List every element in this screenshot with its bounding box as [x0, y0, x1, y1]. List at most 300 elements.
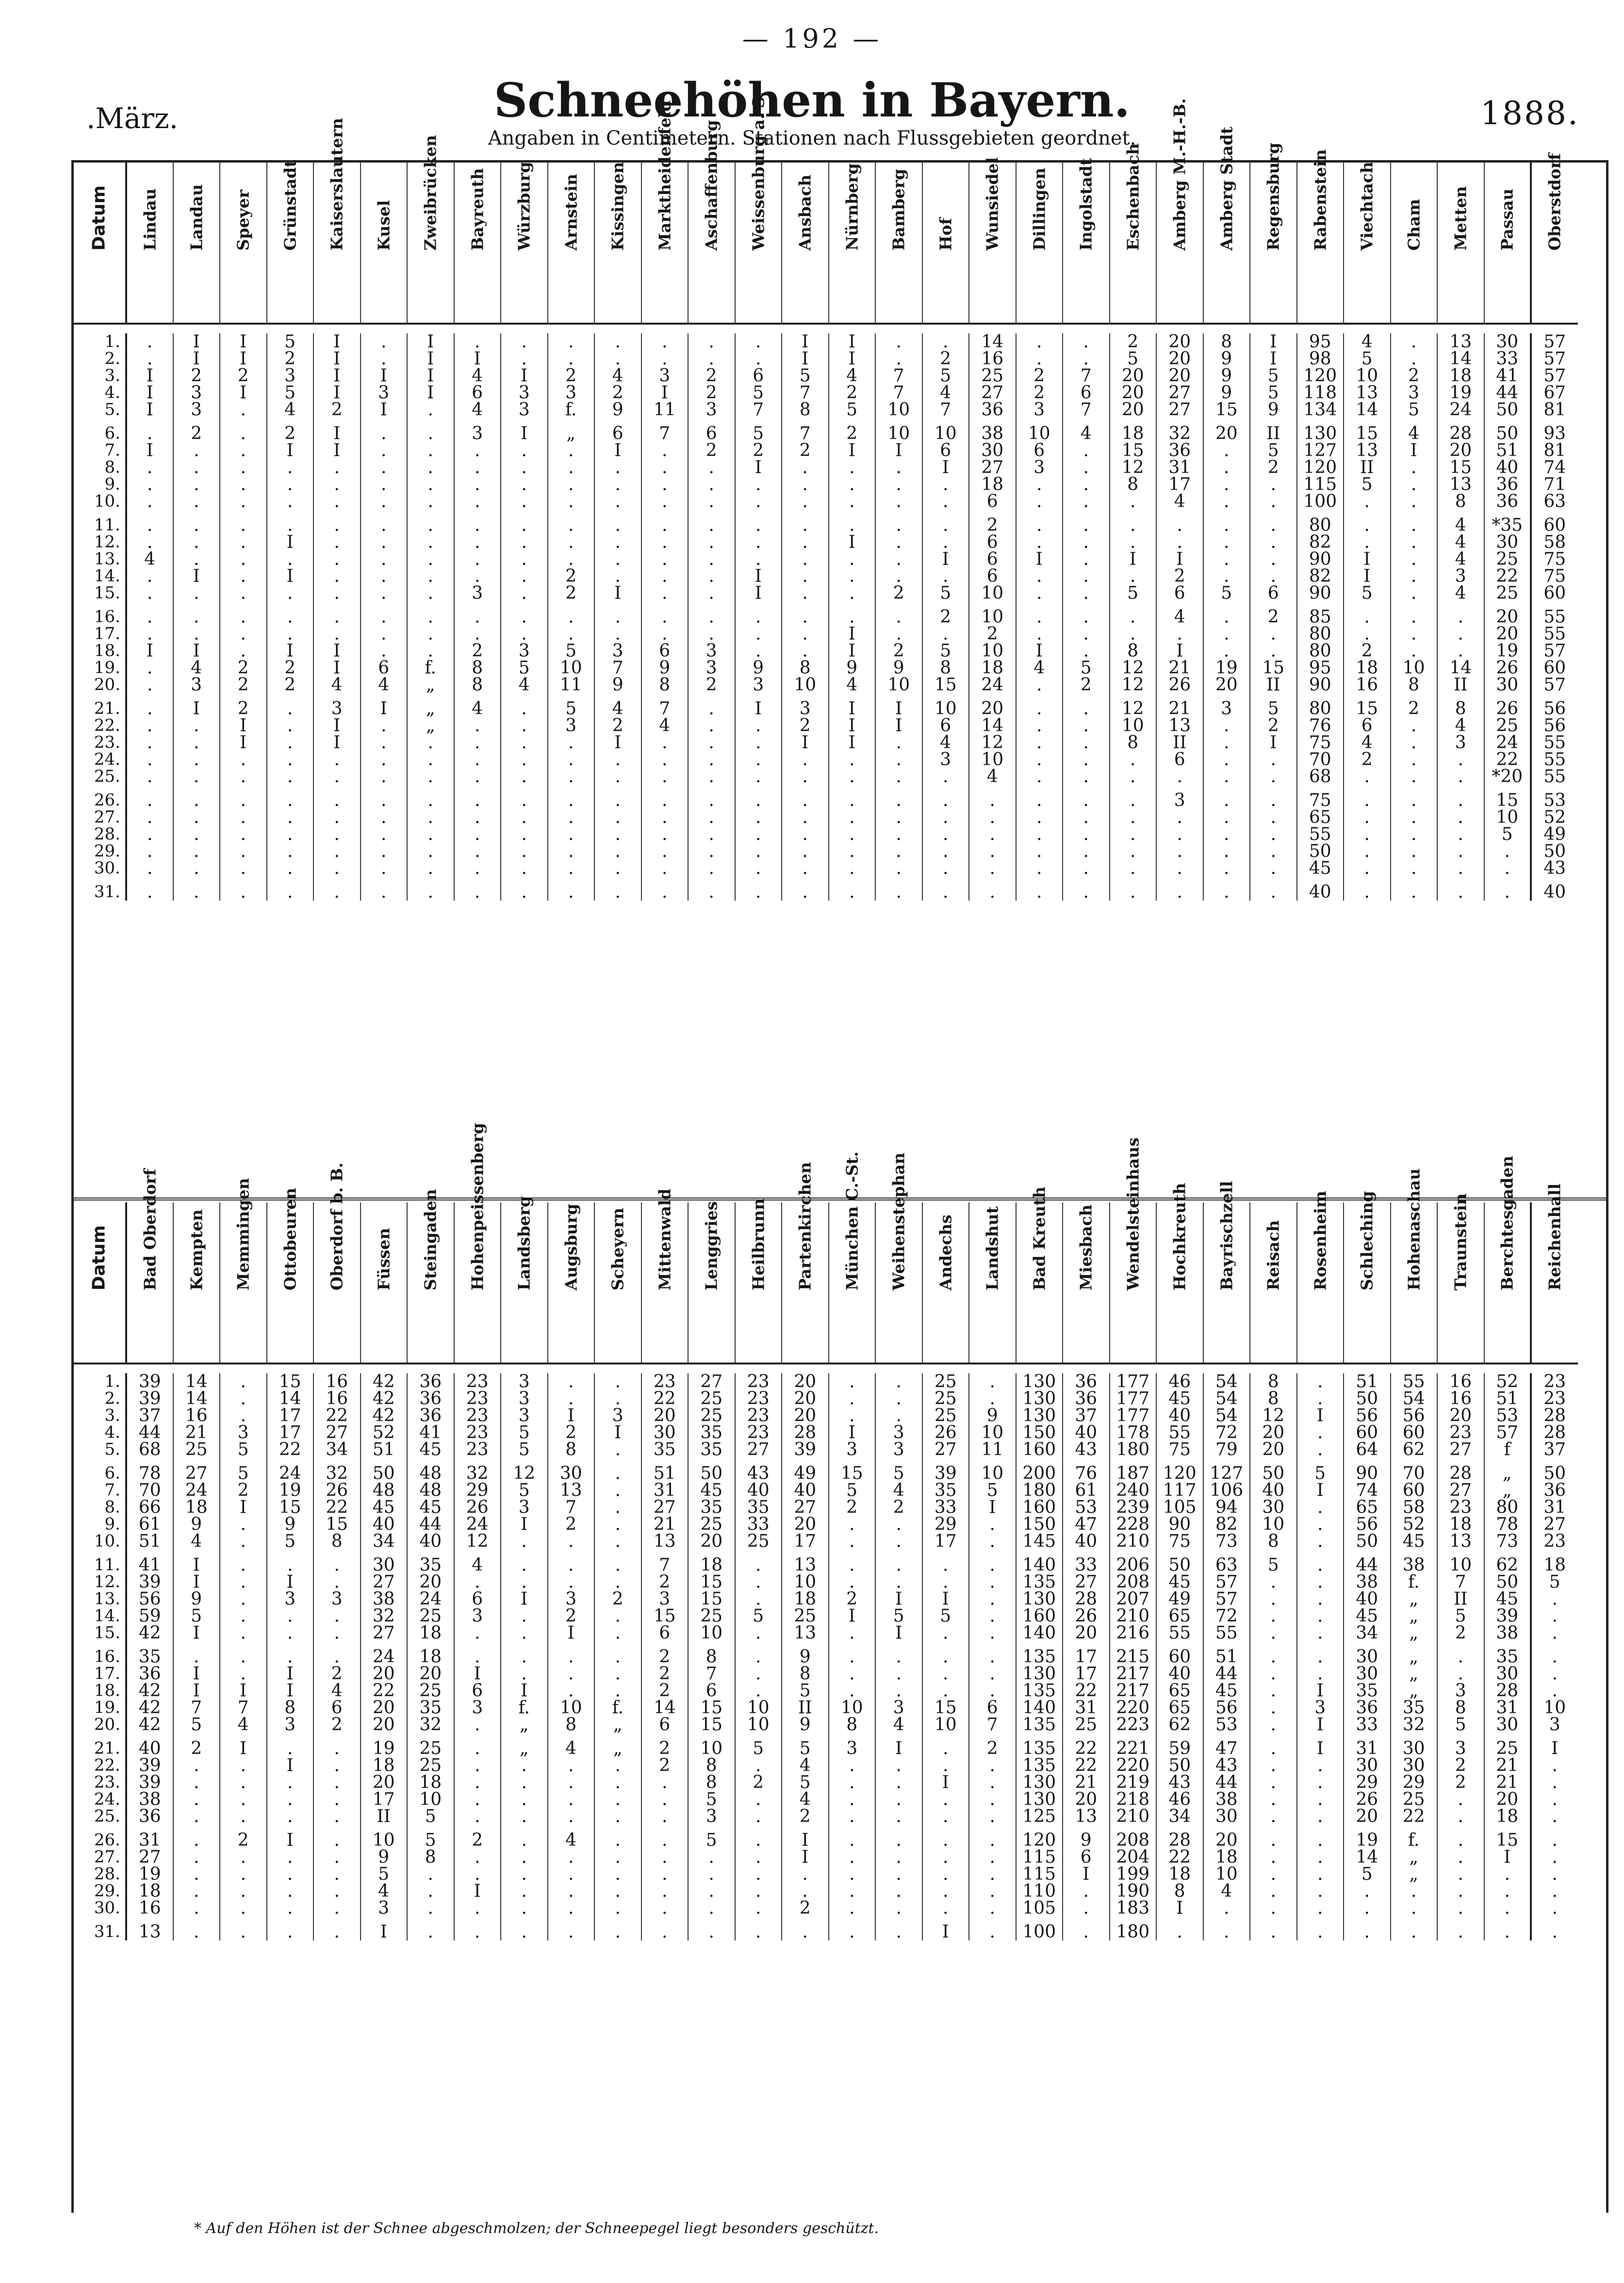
snow-depth-cell: . — [548, 442, 595, 459]
snow-depth-cell: . — [688, 1849, 735, 1866]
snow-depth-cell: . — [875, 1917, 922, 1940]
snow-depth-cell: . — [1110, 602, 1157, 625]
snow-depth-cell: . — [782, 585, 829, 602]
snow-depth-cell: . — [454, 751, 501, 768]
snow-depth-cell: 4 — [454, 401, 501, 418]
snow-depth-cell: 30 — [1484, 676, 1531, 693]
snow-depth-cell: 16 — [126, 1900, 173, 1917]
snow-depth-cell: . — [1203, 860, 1250, 877]
snow-depth-cell: . — [1391, 476, 1438, 493]
snow-depth-cell: . — [126, 768, 173, 785]
snow-depth-cell: 8 — [922, 659, 969, 676]
snow-depth-cell: . — [1016, 625, 1063, 642]
snow-depth-cell: . — [361, 510, 408, 534]
snow-depth-cell: 22 — [267, 1441, 314, 1458]
snow-depth-cell: . — [594, 510, 641, 534]
snow-depth-cell: . — [548, 476, 595, 493]
snow-depth-cell: 49 — [782, 1458, 829, 1482]
snow-depth-cell: 3 — [313, 1591, 361, 1608]
snow-depth-cell: 2 — [782, 442, 829, 459]
snow-depth-cell: 5 — [1250, 1550, 1297, 1574]
snow-depth-cell: 5 — [1063, 659, 1110, 676]
snow-depth-cell: . — [688, 768, 735, 785]
snow-depth-cell: . — [1344, 1883, 1391, 1900]
snow-depth-cell: 6 — [313, 1699, 361, 1716]
date-cell: 8. — [104, 458, 120, 477]
snow-depth-cell: . — [454, 551, 501, 568]
snow-depth-cell: „ — [501, 1733, 548, 1757]
snow-depth-cell: 6 — [641, 1716, 689, 1733]
snow-depth-cell: 2 — [267, 418, 314, 442]
snow-depth-cell: 26 — [1063, 1608, 1110, 1625]
snow-depth-cell: 210 — [1110, 1533, 1157, 1550]
snow-depth-cell: . — [1437, 602, 1484, 625]
snow-depth-cell: 207 — [1110, 1591, 1157, 1608]
snow-depth-cell: . — [1016, 676, 1063, 693]
snow-depth-cell: I — [1250, 333, 1297, 350]
snow-depth-cell: . — [454, 1642, 501, 1665]
snow-depth-cell: . — [735, 642, 782, 659]
snow-depth-cell: 10 — [548, 1699, 595, 1716]
station-header — [267, 1187, 314, 1363]
date-cell: 15. — [94, 1623, 120, 1642]
snow-depth-cell: 5 — [922, 642, 969, 659]
snow-depth-cell: 4 — [594, 367, 641, 384]
snow-depth-cell: 4 — [1437, 585, 1484, 602]
snow-depth-cell: 20 — [1063, 1625, 1110, 1642]
station-name: Augsburg — [561, 1203, 581, 1290]
snow-depth-cell: I — [126, 384, 173, 401]
snow-depth-cell: 9 — [594, 401, 641, 418]
snow-depth-cell: 5 — [735, 1733, 782, 1757]
snow-depth-cell: . — [1063, 585, 1110, 602]
date-cell: 17. — [94, 1664, 120, 1683]
snow-depth-cell: . — [1110, 534, 1157, 551]
snow-depth-cell: . — [267, 510, 314, 534]
snow-depth-cell: 180 — [1016, 1482, 1063, 1499]
snow-depth-cell: . — [922, 785, 969, 809]
snow-depth-cell: . — [407, 476, 454, 493]
snow-depth-cell: . — [969, 1550, 1016, 1574]
snow-depth-cell: 70 — [1297, 751, 1344, 768]
snow-depth-cell: 44 — [407, 1516, 454, 1533]
snow-depth-cell: 26 — [922, 1424, 969, 1441]
snow-depth-cell: 4 — [548, 1825, 595, 1849]
snow-depth-cell: 73 — [1484, 1533, 1531, 1550]
snow-depth-cell: . — [220, 1390, 267, 1407]
snow-depth-cell: I — [1250, 350, 1297, 367]
station-name: Rosenheim — [1311, 1190, 1330, 1290]
snow-depth-cell: 18 — [1156, 1866, 1203, 1883]
date-cell: 10. — [94, 492, 120, 511]
snow-depth-cell: . — [641, 1849, 689, 1866]
snow-depth-cell: „ — [1484, 1482, 1531, 1499]
snow-depth-cell: . — [313, 1608, 361, 1625]
snow-depth-cell: . — [454, 1774, 501, 1791]
snow-depth-cell: 20 — [688, 1533, 735, 1550]
snow-depth-cell: „ — [407, 676, 454, 693]
snow-depth-cell: . — [267, 493, 314, 510]
snow-depth-cell: . — [1437, 768, 1484, 785]
snow-depth-cell: 9 — [1063, 1825, 1110, 1849]
snow-depth-cell: 76 — [1297, 717, 1344, 734]
snow-depth-cell: . — [688, 625, 735, 642]
snow-depth-cell: . — [782, 625, 829, 642]
snow-depth-cell: 9 — [173, 1591, 220, 1608]
snow-depth-cell: 134 — [1297, 401, 1344, 418]
snow-depth-cell: 2 — [1437, 1757, 1484, 1774]
snow-depth-cell: . — [735, 534, 782, 551]
snow-depth-cell: 8 — [1437, 1699, 1484, 1716]
station-name: Wunsiedel — [983, 157, 1002, 250]
snow-depth-cell: . — [1437, 1825, 1484, 1849]
snow-depth-cell: 15 — [1344, 693, 1391, 717]
snow-depth-cell: 26 — [1156, 676, 1203, 693]
snow-depth-cell: 2 — [173, 1733, 220, 1757]
station-header — [1250, 142, 1297, 324]
snow-depth-cell: „ — [407, 717, 454, 734]
snow-depth-cell: 65 — [1344, 1499, 1391, 1516]
snow-depth-cell: 199 — [1110, 1866, 1157, 1883]
snow-depth-cell: . — [361, 860, 408, 877]
snow-depth-cell: 36 — [1484, 493, 1531, 510]
snow-depth-cell: . — [1250, 768, 1297, 785]
snow-depth-cell: . — [501, 1917, 548, 1940]
snow-depth-cell: . — [454, 1733, 501, 1757]
snow-depth-cell: 4 — [922, 384, 969, 401]
snow-depth-cell: . — [361, 642, 408, 659]
station-header — [1437, 1193, 1484, 1363]
date-cell: 22. — [94, 716, 120, 735]
snow-depth-cell: . — [267, 826, 314, 843]
snow-depth-cell: . — [969, 1682, 1016, 1699]
snow-depth-cell: 204 — [1110, 1849, 1157, 1866]
snow-depth-cell: 5 — [688, 1791, 735, 1808]
snow-depth-cell: 8 — [454, 659, 501, 676]
snow-depth-cell: 48 — [407, 1482, 454, 1499]
table-row — [73, 1900, 1578, 1917]
snow-depth-cell: 12 — [454, 1533, 501, 1550]
snow-depth-cell: 2 — [220, 1482, 267, 1499]
snow-depth-cell: . — [173, 843, 220, 860]
snow-depth-cell: 20 — [1110, 384, 1157, 401]
snow-depth-cell: 24 — [407, 1591, 454, 1608]
snow-depth-cell: 80 — [1484, 1499, 1531, 1516]
snow-depth-cell: 40 — [1250, 1482, 1297, 1499]
snow-depth-cell: 12 — [1110, 459, 1157, 476]
snow-depth-cell: 3 — [548, 1591, 595, 1608]
snow-depth-cell: 120 — [1016, 1825, 1063, 1849]
snow-depth-cell: . — [361, 768, 408, 785]
snow-depth-cell: . — [875, 1390, 922, 1407]
snow-depth-cell: „ — [1391, 1665, 1438, 1682]
snow-depth-cell: . — [875, 476, 922, 493]
snow-depth-cell: 18 — [782, 1591, 829, 1608]
snow-depth-cell: 6 — [922, 717, 969, 734]
station-name: Weissenburg a. S. — [749, 91, 768, 250]
snow-depth-cell: 5 — [782, 1682, 829, 1699]
snow-depth-cell: . — [267, 1733, 314, 1757]
snow-depth-cell: . — [1531, 1608, 1578, 1625]
snow-depth-cell: II — [1437, 676, 1484, 693]
snow-depth-cell: 26 — [1484, 659, 1531, 676]
snow-depth-cell: . — [548, 1373, 595, 1390]
snow-depth-cell: . — [267, 1917, 314, 1940]
snow-depth-cell: I — [267, 642, 314, 659]
station-name: Wendelsteinhaus — [1123, 1137, 1143, 1290]
snow-depth-cell: . — [1391, 826, 1438, 843]
date-cell: 26. — [94, 1830, 120, 1850]
snow-depth-cell: . — [829, 860, 876, 877]
snow-depth-cell: 5 — [922, 1608, 969, 1625]
snow-depth-cell: 177 — [1110, 1373, 1157, 1390]
snow-depth-cell: . — [969, 1533, 1016, 1550]
snow-depth-cell: . — [969, 1917, 1016, 1940]
snow-depth-cell: 34 — [1344, 1625, 1391, 1642]
station-header — [1063, 158, 1110, 324]
snow-depth-cell: 45 — [1297, 860, 1344, 877]
snow-depth-cell: 35 — [407, 1550, 454, 1574]
date-cell: 2. — [104, 1389, 120, 1408]
station-header — [641, 1188, 689, 1363]
snow-depth-cell: . — [782, 551, 829, 568]
snow-depth-cell: 15 — [829, 1458, 876, 1482]
date-cell: 7. — [104, 1480, 120, 1500]
snow-depth-cell: 3 — [922, 751, 969, 768]
snow-depth-cell: 57 — [1531, 676, 1578, 693]
snow-depth-cell: . — [594, 568, 641, 585]
snow-depth-cell: . — [922, 1825, 969, 1849]
snow-depth-cell: 8 — [829, 1716, 876, 1733]
snow-depth-cell: . — [1297, 1791, 1344, 1808]
snow-depth-cell: 2 — [875, 1499, 922, 1516]
snow-depth-cell: 2 — [454, 1825, 501, 1849]
date-cell: 12. — [94, 1572, 120, 1592]
snow-depth-cell: 12 — [1250, 1407, 1297, 1424]
snow-depth-cell: 3 — [1016, 401, 1063, 418]
snow-depth-cell: 62 — [1391, 1441, 1438, 1458]
snow-depth-cell: . — [220, 459, 267, 476]
snow-depth-cell: 17 — [267, 1407, 314, 1424]
snow-depth-cell: . — [782, 476, 829, 493]
snow-depth-cell: I — [875, 442, 922, 459]
snow-depth-cell: . — [220, 442, 267, 459]
snow-depth-cell: 25 — [688, 1407, 735, 1424]
snow-depth-cell: 45 — [688, 1482, 735, 1499]
snow-depth-cell: . — [1063, 1917, 1110, 1940]
table-row — [73, 1516, 1578, 1533]
snow-depth-cell: 10 — [1110, 717, 1157, 734]
snow-depth-cell: . — [407, 1883, 454, 1900]
snow-depth-cell: . — [735, 1665, 782, 1682]
snow-depth-cell: 21 — [173, 1424, 220, 1441]
snow-depth-cell: . — [501, 1883, 548, 1900]
snow-depth-cell: . — [173, 534, 220, 551]
snow-depth-cell: 59 — [1156, 1733, 1203, 1757]
snow-depth-cell: . — [220, 809, 267, 826]
snow-depth-cell: . — [641, 860, 689, 877]
snow-depth-cell: 4 — [1344, 734, 1391, 751]
snow-depth-cell: 5 — [267, 333, 314, 350]
snow-depth-cell: 25 — [1063, 1716, 1110, 1733]
snow-depth-cell: . — [1297, 1574, 1344, 1591]
snow-depth-cell: 4 — [782, 1791, 829, 1808]
snow-depth-cell: 10 — [782, 1574, 829, 1591]
snow-depth-cell: . — [875, 1774, 922, 1791]
snow-depth-cell: 90 — [1156, 1516, 1203, 1533]
snow-depth-cell: . — [548, 1574, 595, 1591]
snow-depth-cell: . — [454, 809, 501, 826]
snow-depth-cell: 3 — [641, 1591, 689, 1608]
snow-depth-cell: . — [1344, 602, 1391, 625]
snow-depth-cell: 115 — [1016, 1866, 1063, 1883]
snow-depth-cell: . — [875, 809, 922, 826]
table-row — [73, 418, 1578, 442]
snow-depth-cell: . — [548, 1849, 595, 1866]
date-cell: 27. — [94, 807, 120, 827]
snow-depth-cell: 3 — [1437, 568, 1484, 585]
snow-depth-cell: . — [969, 785, 1016, 809]
snow-depth-cell: . — [829, 1516, 876, 1533]
snow-depth-cell: . — [1063, 568, 1110, 585]
snow-depth-cell: I — [1391, 442, 1438, 459]
snow-depth-cell: 49 — [1531, 826, 1578, 843]
date-cell: 3. — [104, 1406, 120, 1425]
snow-depth-cell: . — [1250, 1900, 1297, 1917]
snow-depth-cell: 25 — [1484, 585, 1531, 602]
date-cell: 19. — [94, 658, 120, 677]
snow-depth-cell: 5 — [501, 1482, 548, 1499]
snow-depth-cell: 24 — [969, 676, 1016, 693]
snow-depth-cell: . — [969, 877, 1016, 901]
date-label: Datum — [89, 185, 109, 250]
station-name: Bad Kreuth — [1030, 1186, 1049, 1290]
snow-depth-cell: . — [1391, 534, 1438, 551]
snow-depth-cell: . — [1250, 1591, 1297, 1608]
snow-depth-cell: 54 — [1203, 1407, 1250, 1424]
snow-depth-cell: . — [1063, 333, 1110, 350]
snow-depth-cell: 3 — [267, 367, 314, 384]
snow-depth-cell: . — [969, 1642, 1016, 1665]
snow-depth-cell: . — [875, 1642, 922, 1665]
station-name: Regensburg — [1263, 142, 1283, 250]
snow-depth-cell: 135 — [1016, 1642, 1063, 1665]
snow-depth-cell: 13 — [1437, 333, 1484, 350]
snow-depth-cell: 41 — [407, 1424, 454, 1441]
snow-depth-cell: 3 — [173, 384, 220, 401]
snow-depth-cell: 13 — [1344, 384, 1391, 401]
snow-depth-cell: . — [1250, 1733, 1297, 1757]
snow-depth-cell: . — [1484, 860, 1531, 877]
snow-depth-cell: 4 — [267, 401, 314, 418]
snow-depth-cell: . — [267, 602, 314, 625]
snow-depth-cell: I — [594, 585, 641, 602]
station-header — [1156, 1183, 1203, 1363]
snow-depth-cell: . — [1063, 826, 1110, 843]
snow-depth-cell: 2 — [313, 1716, 361, 1733]
snow-depth-cell: . — [641, 751, 689, 768]
date-cell: 3. — [104, 366, 120, 385]
table-row — [73, 585, 1578, 602]
date-cell: 4. — [104, 1423, 120, 1442]
snow-depth-cell: 12 — [501, 1458, 548, 1482]
snow-depth-cell: . — [126, 659, 173, 676]
snow-depth-cell: . — [1391, 551, 1438, 568]
snow-depth-cell: 9 — [829, 659, 876, 676]
snow-depth-cell: I — [829, 625, 876, 642]
snow-depth-cell: . — [922, 493, 969, 510]
snow-depth-cell: . — [735, 751, 782, 768]
snow-depth-cell: 28 — [1531, 1407, 1578, 1424]
station-header — [1344, 1190, 1391, 1363]
table-row — [73, 442, 1578, 459]
snow-depth-cell: . — [735, 1917, 782, 1940]
snow-depth-cell: . — [735, 1808, 782, 1825]
snow-depth-cell: 4 — [1437, 551, 1484, 568]
snow-depth-cell: 178 — [1110, 1424, 1157, 1441]
station-name: Andechs — [936, 1214, 955, 1290]
snow-depth-cell: 25 — [1484, 717, 1531, 734]
snow-depth-cell: . — [641, 768, 689, 785]
station-name: Passau — [1497, 188, 1517, 250]
snow-depth-cell: 15 — [641, 1608, 689, 1625]
snow-depth-cell: 2 — [969, 625, 1016, 642]
snow-depth-cell: . — [313, 768, 361, 785]
snow-depth-cell: 130 — [1016, 1390, 1063, 1407]
station-header — [1437, 163, 1484, 324]
snow-depth-cell: . — [1297, 1390, 1344, 1407]
table-row — [73, 568, 1578, 585]
snow-depth-cell: 8 — [688, 1757, 735, 1774]
snow-depth-cell: 38 — [1391, 1550, 1438, 1574]
snow-depth-cell: 4 — [126, 551, 173, 568]
snow-depth-cell: 33 — [1063, 1550, 1110, 1574]
snow-depth-cell: . — [1344, 1917, 1391, 1940]
snow-depth-cell: 16 — [313, 1373, 361, 1390]
snow-depth-cell: 28 — [1437, 418, 1484, 442]
snow-depth-cell: 10 — [969, 1458, 1016, 1482]
snow-depth-cell: 3 — [454, 418, 501, 442]
snow-depth-cell: . — [969, 1516, 1016, 1533]
snow-depth-cell: . — [641, 551, 689, 568]
snow-depth-cell: . — [829, 1757, 876, 1774]
snow-depth-cell: . — [1250, 1791, 1297, 1808]
snow-depth-cell: 105 — [1016, 1900, 1063, 1917]
snow-depth-cell: 21 — [1156, 693, 1203, 717]
snow-depth-cell: 15 — [267, 1499, 314, 1516]
snow-depth-cell: 19 — [1484, 642, 1531, 659]
snow-depth-cell: 2 — [594, 1591, 641, 1608]
table-row — [73, 768, 1578, 785]
snow-depth-cell: . — [548, 1642, 595, 1665]
snow-depth-cell: 37 — [1063, 1407, 1110, 1424]
snow-depth-cell: . — [126, 693, 173, 717]
snow-depth-cell: 2 — [829, 384, 876, 401]
snow-depth-cell: . — [126, 568, 173, 585]
snow-depth-cell: . — [126, 785, 173, 809]
snow-depth-cell: . — [688, 751, 735, 768]
snow-depth-cell: . — [548, 333, 595, 350]
snow-depth-cell: . — [126, 493, 173, 510]
table-row — [73, 877, 1578, 901]
snow-depth-cell: 80 — [1297, 642, 1344, 659]
snow-depth-cell: . — [969, 1849, 1016, 1866]
snow-depth-cell: 21 — [641, 1516, 689, 1533]
snow-depth-cell: . — [454, 860, 501, 877]
snow-depth-cell: . — [1016, 534, 1063, 551]
snow-depth-cell: 28 — [1531, 1424, 1578, 1441]
snow-depth-cell: 5 — [1297, 1458, 1344, 1482]
